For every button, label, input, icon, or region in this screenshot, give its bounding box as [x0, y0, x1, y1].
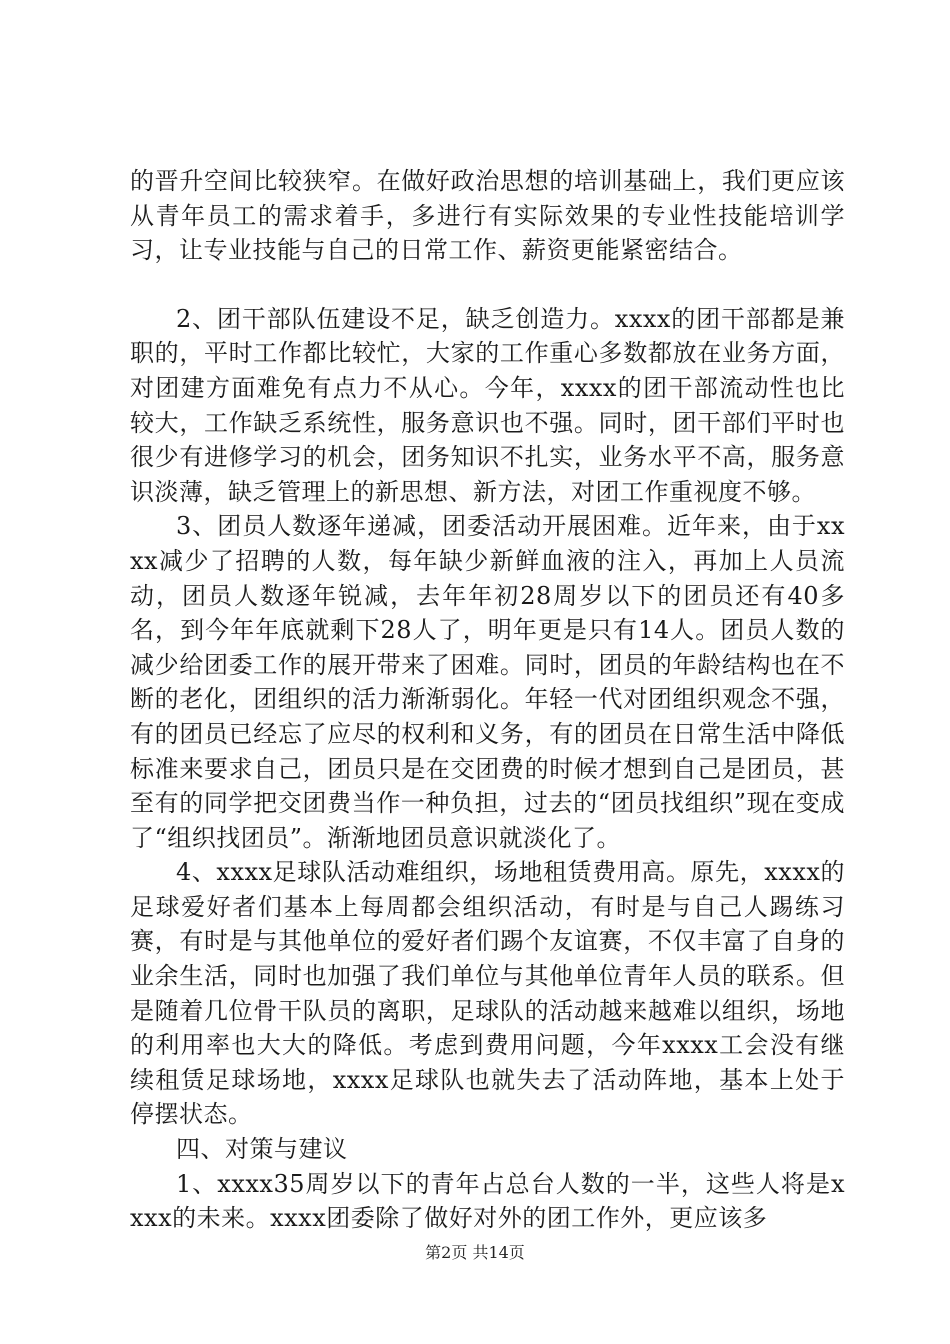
- document-body: [130, 164, 845, 1236]
- paragraph-item-1: 1、xxxx35周岁以下的青年占总台人数的一半，这些人将是xxxx的未来。xxxx团委除了做好对外的团工作外，更应该多: [130, 1169, 845, 1233]
- paragraph-item-4: 4、xxxx足球队活动难组织，场地租赁费用高。原先，xxxx的足球爱好者们基本上每周都会组织活动，有时是与自己人踢练习赛，有时是与其他单位的爱好者们踢个友谊赛，不仅丰富了自身的业余生活，同时也加强了我们单位与其他单位青年人员的联系。但是随着几位骨干队员的离职，足球队的活动越来越难以组织，场地的利用率也大大的降低。考虑到费用问题，今年xxxx工会没有继续租赁足球场地，xxxx足球队也就失去了活动阵地，基本上处于停摆状态。: [130, 858, 845, 1129]
- paragraph-item-2: 2、团干部队伍建设不足，缺乏创造力。xxxx的团干部都是兼职的，平时工作都比较忙，大家的工作重心多数都放在业务方面，对团建方面难免有点力不从心。今年，xxxx的团干部流动性也比较大，工作缺乏系统性，服务意识也不强。同时，团干部们平时也很少有进修学习的机会，团务知识不扎实，业务水平不高，服务意识淡薄，缺乏管理上的新思想、新方法，对团工作重视度不够。: [130, 304, 845, 506]
- section-heading: 四、对策与建议: [176, 1135, 348, 1164]
- paragraph-item-3: 3、团员人数逐年递减，团委活动开展困难。近年来，由于xxxx减少了招聘的人数，每年缺少新鲜血液的注入，再加上人员流动，团员人数逐年锐减，去年年初28周岁以下的团员还有40多名，到今年年底就剩下28人了，明年更是只有14人。团员人数的减少给团委工作的展开带来了困难。同时，团员的年龄结构也在不断的老化，团组织的活力渐渐弱化。年轻一代对团组织观念不强，有的团员已经忘了应尽的权利和义务，有的团员在日常生活中降低标准来要求自己，团员只是在交团费的时候才想到自己是团员，甚至有的同学把交团费当作一种负担，过去的“团员找组织”现在变成了“组织找团员”。渐渐地团员意识就淡化了。: [130, 512, 845, 852]
- page-footer: 第2页 共14页: [425, 1243, 525, 1262]
- paragraph-continuation: 的晋升空间比较狭窄。在做好政治思想的培训基础上，我们更应该从青年员工的需求着手，多进行有实际效果的专业性技能培训学习，让专业技能与自己的日常工作、薪资更能紧密结合。: [130, 167, 845, 265]
- paragraph-gap: [130, 268, 845, 302]
